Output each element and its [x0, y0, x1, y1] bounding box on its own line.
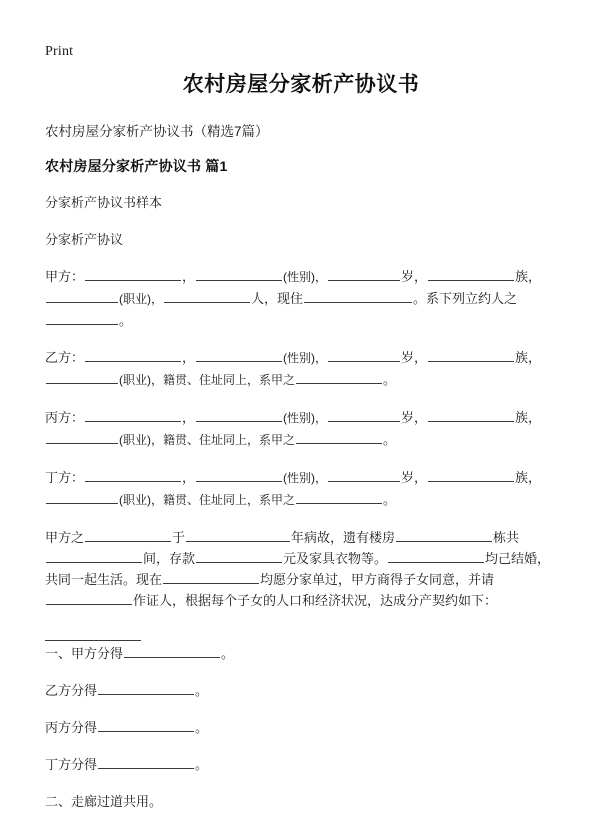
blank-separate-living[interactable]: [163, 571, 259, 584]
blank-gender-yi[interactable]: [196, 349, 282, 362]
occupation-note-yi: (职业)，籍贯、住址同上，系甲之: [119, 373, 295, 387]
clause-prefix-2: 乙方分得: [45, 683, 98, 698]
ethnic-note-bing: 族，: [515, 410, 542, 425]
blank-occupation-ding[interactable]: [46, 491, 118, 504]
party-label-yi: 乙方：: [45, 350, 85, 365]
occupation-note-bing: (职业)，籍贯、住址同上，系甲之: [119, 433, 295, 447]
comma-jia: ，: [182, 269, 196, 284]
blank-room-count[interactable]: [46, 550, 142, 563]
blank-relation-ding[interactable]: [296, 491, 382, 504]
end-note-jia: 。: [119, 313, 133, 328]
estate-p4: 栋共: [493, 530, 520, 545]
estate-paragraph: [45, 527, 557, 611]
blank-witness[interactable]: [46, 592, 132, 605]
clause-suffix-4: 。: [195, 757, 209, 772]
party-paragraph-bing: [45, 407, 557, 451]
section-heading: 农村房屋分家析产协议书 篇1: [45, 158, 228, 174]
clause-suffix-3: 。: [195, 720, 209, 735]
sample-line: 分家析产协议书样本: [45, 195, 163, 210]
blank-ethnic-bing[interactable]: [428, 409, 514, 422]
ethnic-note-jia: 族，: [515, 269, 542, 284]
estate-p3: 年病故，遗有楼房: [291, 530, 396, 545]
end-note-yi: 。: [383, 372, 397, 387]
age-note-yi: 岁，: [401, 350, 428, 365]
gender-note-yi: (性别)，: [283, 351, 328, 365]
blank-age-yi[interactable]: [328, 349, 400, 362]
clause-prefix-3: 丙方分得: [45, 720, 98, 735]
gender-note-jia: (性别)，: [283, 270, 328, 284]
blank-age-bing[interactable]: [328, 409, 400, 422]
party-label-bing: 丙方：: [45, 410, 85, 425]
clause-item-4: [45, 754, 557, 775]
estate-p5: 间，存款: [143, 551, 196, 566]
blank-age-ding[interactable]: [328, 469, 400, 482]
clause-prefix-4: 丁方分得: [45, 757, 98, 772]
blank-gender-ding[interactable]: [196, 469, 282, 482]
blank-deposit[interactable]: [196, 550, 282, 563]
blank-occupation-jia[interactable]: [46, 290, 118, 303]
clause-item-5: [45, 791, 557, 812]
blank-relation-jia[interactable]: [46, 312, 118, 325]
comma-ding: ，: [182, 470, 196, 485]
blank-age-jia[interactable]: [328, 268, 400, 281]
estate-p6: 元及家具衣物等。: [283, 551, 388, 566]
occupation-note-jia: (职业)，: [119, 292, 163, 306]
blank-death-year[interactable]: [186, 529, 290, 542]
clause-item-1: [45, 643, 557, 664]
estate-p9: 作证人，根据每个子女的人口和经济状况，达成分产契约如下：: [133, 593, 498, 608]
blank-house-count[interactable]: [396, 529, 492, 542]
blank-ethnic-ding[interactable]: [428, 469, 514, 482]
blank-clause-2[interactable]: [98, 682, 194, 695]
document-subtitle: 农村房屋分家析产协议书（精选7篇）: [45, 124, 269, 139]
blank-deceased[interactable]: [85, 529, 171, 542]
party-paragraph-jia: [45, 266, 557, 331]
blank-name-yi[interactable]: [85, 349, 181, 362]
estate-p1: 甲方之: [45, 530, 85, 545]
blank-name-bing[interactable]: [85, 409, 181, 422]
age-note-ding: 岁，: [401, 470, 428, 485]
clause-item-3: [45, 717, 557, 738]
blank-relation-bing[interactable]: [296, 431, 382, 444]
person-note-jia: 人，现住: [251, 291, 304, 306]
clause-suffix-2: 。: [195, 683, 209, 698]
blank-occupation-yi[interactable]: [46, 371, 118, 384]
occupation-note-ding: (职业)，籍贯、住址同上，系甲之: [119, 493, 295, 507]
blank-married-children[interactable]: [388, 550, 484, 563]
blank-gender-jia[interactable]: [196, 268, 282, 281]
blank-trailing-line[interactable]: [45, 627, 141, 641]
document-body: [45, 70, 557, 828]
blank-address-jia[interactable]: [304, 290, 412, 303]
print-label[interactable]: Print: [45, 44, 74, 59]
blank-clause-3[interactable]: [98, 719, 194, 732]
party-label-jia: 甲方：: [45, 269, 85, 284]
page-title: 农村房屋分家析产协议书: [182, 73, 420, 96]
clause-item-2: [45, 680, 557, 701]
agreement-line: 分家析产协议: [45, 232, 124, 247]
estate-p2: 于: [172, 530, 186, 545]
blank-clause-4[interactable]: [98, 756, 194, 769]
comma-yi: ，: [182, 350, 196, 365]
end-note-ding: 。: [383, 492, 397, 507]
clause-prefix-1: 一、甲方分得: [45, 646, 124, 661]
party-label-ding: 丁方：: [45, 470, 85, 485]
end-note-bing: 。: [383, 432, 397, 447]
estate-p8: 均愿分家单过，甲方商得子女同意，并请: [260, 572, 495, 587]
party-paragraph-ding: [45, 467, 557, 511]
age-note-jia: 岁，: [401, 269, 428, 284]
blank-gender-bing[interactable]: [196, 409, 282, 422]
tail-note-jia: 。系下列立约人之: [413, 291, 518, 306]
comma-bing: ，: [182, 410, 196, 425]
blank-name-jia[interactable]: [85, 268, 181, 281]
blank-occupation-bing[interactable]: [46, 431, 118, 444]
blank-origin-jia[interactable]: [164, 290, 250, 303]
blank-clause-1[interactable]: [124, 645, 220, 658]
estate-p7: 均己结婚，共同一起生活。现在: [45, 551, 551, 587]
age-note-bing: 岁，: [401, 410, 428, 425]
gender-note-ding: (性别)，: [283, 471, 328, 485]
ethnic-note-yi: 族，: [515, 350, 542, 365]
blank-ethnic-jia[interactable]: [428, 268, 514, 281]
gender-note-bing: (性别)，: [283, 411, 328, 425]
blank-name-ding[interactable]: [85, 469, 181, 482]
party-paragraph-yi: [45, 347, 557, 391]
clause-suffix-1: 。: [221, 646, 235, 661]
blank-ethnic-yi[interactable]: [428, 349, 514, 362]
blank-relation-yi[interactable]: [296, 371, 382, 384]
ethnic-note-ding: 族，: [515, 470, 542, 485]
clause-prefix-5: 二、走廊过道共用。: [45, 794, 163, 809]
